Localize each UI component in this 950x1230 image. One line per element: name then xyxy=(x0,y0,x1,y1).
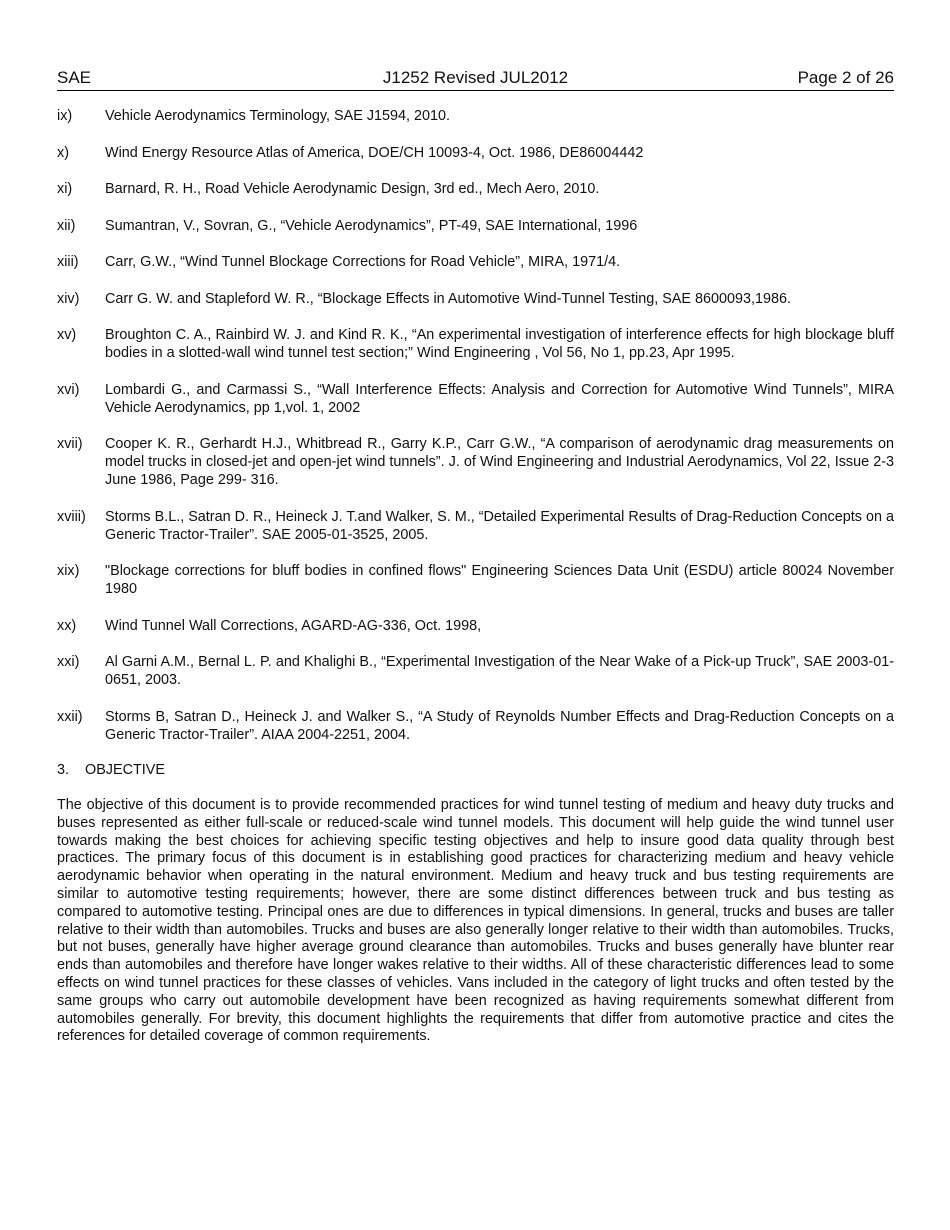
reference-number: xviii) xyxy=(57,508,86,525)
reference-item xyxy=(57,562,894,598)
reference-item xyxy=(57,290,894,308)
reference-item xyxy=(57,653,894,689)
reference-number: xx) xyxy=(57,617,77,634)
reference-item xyxy=(57,435,894,489)
reference-item xyxy=(57,326,894,362)
reference-text: Storms B, Satran D., Heineck J. and Walker S., “A Study of Reynolds Number Effects and Drag-Reduction Concepts on a Generic Tractor-Trailer”. AIAA 2004-2251, 2004. xyxy=(105,708,894,743)
reference-text: "Blockage corrections for bluff bodies in confined flows" Engineering Sciences Data Unit (ESDU) article 80024 November 1980 xyxy=(105,563,894,597)
reference-number: xv) xyxy=(57,327,77,343)
reference-text: Wind Tunnel Wall Corrections, AGARD-AG-336, Oct. 1998, xyxy=(105,617,482,634)
reference-number: xvi) xyxy=(57,381,80,398)
objective-paragraph: The objective of this document is to provide recommended practices for wind tunnel testing of medium and heavy duty trucks and buses represented as either full-scale or reduced-scale wind tunnel models. This document will help guide the wind tunnel user towards making the best choices for achieving specific testing objectives and help to insure good data quality through best practices. The primary focus of this document is in establishing good practices for characterizing medium and heavy vehicle aerodynamic behavior when operating in the natural environment. Medium and heavy truck and bus testing requirements are similar to automotive testing requirements; however, there are some distinct differences between truck and bus testing as compared to automotive testing. Principal ones are due to differences in typical dimensions. In general, trucks and buses are taller relative to their width than automobiles. Trucks and buses are also generally longer relative to their width than automobiles. Trucks, but not buses, generally have higher average ground clearance than automobiles. Trucks and buses generally have blunter rear ends than automobiles and therefore have longer wakes relative to their widths. All of these characteristic differences lead to some effects on wind tunnel practices for these classes of vehicles. Vans included in the category of light trucks and often tested by the same groups who carry out automobile development have been recognized as having requirements somewhat different from automobiles generally. For brevity, this document highlights the requirements that differ from automotive practice and cites the references for detailed coverage of common requirements. xyxy=(57,797,894,1045)
reference-item xyxy=(57,180,894,198)
reference-item xyxy=(57,107,894,125)
reference-number: xvii) xyxy=(57,436,83,452)
reference-item xyxy=(57,144,894,162)
reference-number: xiv) xyxy=(57,290,80,307)
reference-text: Carr, G.W., “Wind Tunnel Blockage Corrections for Road Vehicle”, MIRA, 1971/4. xyxy=(105,254,621,270)
reference-text: Wind Energy Resource Atlas of America, DOE/CH 10093-4, Oct. 1986, DE86004442 xyxy=(105,144,644,161)
reference-text: Carr G. W. and Stapleford W. R., “Blockage Effects in Automotive Wind-Tunnel Testing, SAE 8600093,1986. xyxy=(105,290,792,307)
header-org: SAE xyxy=(57,68,92,87)
reference-number: ix) xyxy=(57,108,73,124)
section-number: 3. xyxy=(57,762,70,778)
reference-text: Storms B.L., Satran D. R., Heineck J. T.and Walker, S. M., “Detailed Experimental Results of Drag-Reduction Concepts on a Generic Tractor-Trailer”. SAE 2005-01-3525, 2005. xyxy=(105,508,894,543)
reference-number: xi) xyxy=(57,181,73,197)
reference-text: Vehicle Aerodynamics Terminology, SAE J1594, 2010. xyxy=(105,108,451,124)
document-page xyxy=(57,68,894,1046)
reference-text: Al Garni A.M., Bernal L. P. and Khalighi B., “Experimental Investigation of the Near Wake of a Pick-up Truck”, SAE 2003-01-0651, 2003. xyxy=(105,654,894,688)
reference-text: Barnard, R. H., Road Vehicle Aerodynamic Design, 3rd ed., Mech Aero, 2010. xyxy=(105,181,600,197)
reference-number: xii) xyxy=(57,217,76,234)
reference-number: x) xyxy=(57,144,69,161)
reference-number: xxii) xyxy=(57,708,83,725)
reference-item xyxy=(57,617,894,635)
section-title: OBJECTIVE xyxy=(85,762,165,778)
reference-text: Broughton C. A., Rainbird W. J. and Kind R. K., “An experimental investigation of interference effects for high blockage bluff bodies in a slotted-wall wind tunnel test section;” Wind Engineering , Vol 56, No 1, pp.23, Apr 1995. xyxy=(105,327,894,361)
section-heading xyxy=(57,761,894,779)
reference-item xyxy=(57,253,894,271)
reference-text: Lombardi G., and Carmassi S., “Wall Interference Effects: Analysis and Correction for Automotive Wind Tunnels”, MIRA Vehicle Aerodynamics, pp 1,vol. 1, 2002 xyxy=(105,381,894,416)
reference-number: xix) xyxy=(57,563,80,579)
reference-number: xxi) xyxy=(57,654,80,670)
reference-number: xiii) xyxy=(57,254,79,270)
reference-item xyxy=(57,708,894,744)
header-page-number: Page 2 of 26 xyxy=(797,68,894,87)
page-header xyxy=(57,68,894,91)
reference-list xyxy=(57,107,894,744)
reference-text: Sumantran, V., Sovran, G., “Vehicle Aerodynamics”, PT-49, SAE International, 1996 xyxy=(105,217,638,234)
reference-item xyxy=(57,508,894,544)
header-doc-id: J1252 Revised JUL2012 xyxy=(382,68,569,87)
reference-item xyxy=(57,381,894,417)
reference-item xyxy=(57,217,894,235)
reference-text: Cooper K. R., Gerhardt H.J., Whitbread R., Garry K.P., Carr G.W., “A comparison of aerodynamic drag measurements on model trucks in closed-jet and open-jet wind tunnels”. J. of Wind Engineering and Industrial Aerodynamics, Vol 22, Issue 2-3 June 1986, Page 299- 316. xyxy=(105,436,894,488)
